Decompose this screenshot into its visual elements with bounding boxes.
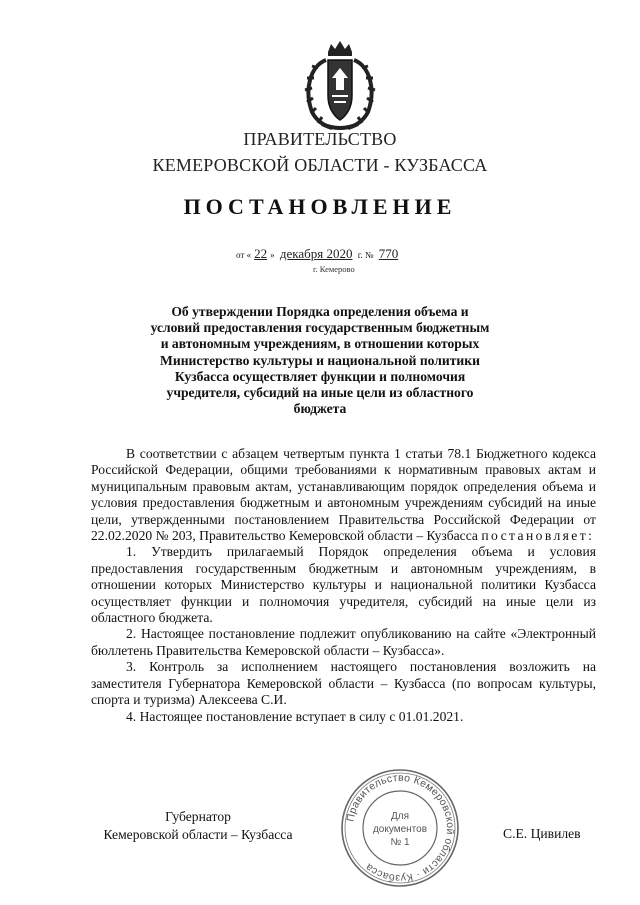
- date-month-year: декабря 2020: [279, 246, 353, 261]
- document-city: г. Кемерово: [313, 264, 355, 274]
- date-day: 22: [254, 246, 268, 261]
- document-date-line: [236, 246, 401, 262]
- document-number: 770: [378, 246, 399, 261]
- stamp-center-line1: Для: [390, 811, 410, 822]
- coat-of-arms-icon: [298, 38, 382, 134]
- stamp-ring-text: Правительство Кемеровской области · Кузбасса: [344, 771, 457, 885]
- org-name-line1: ПРАВИТЕЛЬСТВО: [243, 129, 397, 149]
- title-line: бюджета: [293, 401, 347, 417]
- intro-text: В соответствии с абзацем четвертым пункта 1 статьи 78.1 Бюджетного кодекса Российской Федерации, общими требованиями к нормативным правовых актам и муниципальным правовым актам, устанавливающим порядок определения объема и условия предоставления бюджетным и автономным учреждениям субсидий на иные цели, утвержденными постановлением Правительства Российской Федерации от 22.02.2020 № 203, Правительство Кемеровской области – Кузбасса: [91, 446, 596, 544]
- signatory-title: Губернатор: [165, 809, 231, 824]
- signatory-position: [88, 808, 308, 844]
- intro-paragraph: [91, 446, 596, 544]
- signatory-name: С.Е. Цивилев: [503, 826, 581, 841]
- resolves-word: постановляет:: [481, 528, 595, 544]
- date-from-label: от «: [236, 250, 252, 260]
- document-body: [91, 446, 596, 725]
- title-line: Министерство культуры и национальной политики: [160, 352, 480, 368]
- document-type-heading: ПОСТАНОВЛЕНИЕ: [183, 194, 457, 219]
- stamp-center-line2: документов: [372, 824, 428, 835]
- item-1-paragraph: 1. Утвердить прилагаемый Порядок определения объема и условия предоставления государственным бюджетным и автономным учреждениям, в отношении которых Министерство культуры и национальной политики Кузбасса осуществляет функции и полномочия учредителя, субсидий на иные цели из областного бюджета.: [91, 544, 596, 626]
- title-line: условий предоставления государственным бюджетным: [150, 320, 490, 336]
- document-title: [120, 304, 520, 417]
- title-line: и автономным учреждениям, в отношении которых: [160, 336, 480, 352]
- title-line: учредителя, субсидий на иные цели из областного: [166, 385, 474, 401]
- number-label: №: [364, 250, 374, 260]
- date-year-suffix: г.: [357, 250, 363, 260]
- stamp-center-line3: № 1: [390, 837, 410, 848]
- org-name-line2: КЕМЕРОВСКОЙ ОБЛАСТИ - КУЗБАССА: [152, 155, 488, 175]
- item-4-paragraph: 4. Настоящее постановление вступает в силу с 01.01.2021.: [126, 708, 464, 724]
- date-close-quote: »: [270, 250, 275, 260]
- item-3-paragraph: 3. Контроль за исполнением настоящего постановления возложить на заместителя Губернатора Кемеровской области – Кузбасса (по вопросам культуры, спорта и туризма) Алексеева С.И.: [91, 659, 596, 708]
- title-line: Кузбасса осуществляет функции и полномочия: [174, 368, 466, 384]
- item-2-paragraph: 2. Настоящее постановление подлежит опубликованию на сайте «Электронный бюллетень Правительства Кемеровской области – Кузбасса».: [91, 626, 596, 658]
- official-stamp: [338, 766, 462, 890]
- title-line: Об утверждении Порядка определения объема и: [171, 304, 469, 319]
- signatory-region: Кемеровской области – Кузбасса: [103, 827, 293, 842]
